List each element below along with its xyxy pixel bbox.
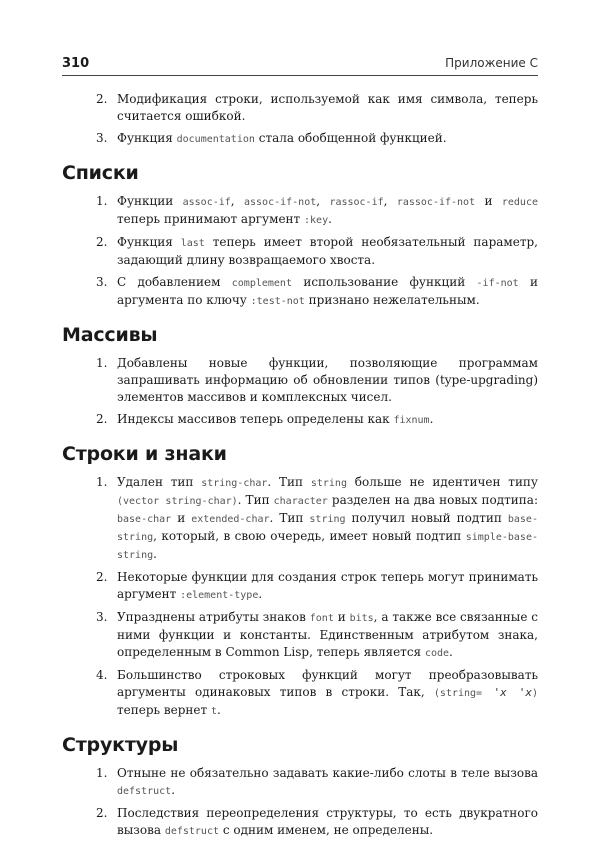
list-item: 2. Функция last теперь имеет второй необязательный параметр, задающий длину возвращаемого хвоста. (96, 235, 538, 267)
section-heading-structures: Структуры (62, 734, 179, 756)
list-item: 2. Индексы массивов теперь определены как fixnum. (96, 412, 434, 426)
arrays-list (62, 355, 538, 429)
page-content (62, 91, 538, 845)
list-item: 4. Большинство строковых функций могут преобразовывать аргументы одинаковых типов в строки. Так, (string= 'x 'x) теперь вернет t. (96, 668, 538, 717)
structures-list (62, 765, 538, 840)
list-item: 1. Добавлены новые функции, позволяющие программам запрашивать информацию об обновлении типов (type-upgrading) элементов массивов и комплексных чисел. (96, 356, 538, 404)
list-item: 2. Последствия переопределения структуры, то есть двукратного вызова defstruct с одним именем, не определены. (96, 806, 538, 837)
list-item: 1. Функции assoc-if, assoc-if-not, rassoc-if, rassoc-if-not и reduce теперь принимают аргумент :key. (96, 194, 538, 226)
running-title: Приложение С (445, 56, 538, 70)
lists-list (62, 193, 538, 310)
list-item: 3. С добавлением complement использование функций -if-not и аргумента по ключу :test-not признано нежелательным. (96, 275, 539, 307)
list-item: 3. Функция documentation стала обобщенной функцией. (96, 131, 447, 145)
list-item: 1. Удален тип string-char. Тип string больше не идентичен типу (vector string-char). Тип character разделен на два новых подтипа: base-char и extended-char. Тип string получил новый подтип base-string, который, в свою очередь, имеет новый подтип simple-base-string. (96, 475, 538, 561)
header-rule (62, 75, 538, 76)
intro-list (62, 91, 538, 148)
section-heading-strings: Строки и знаки (62, 443, 227, 465)
list-item: 3. Упразднены атрибуты знаков font и bits, а также все связанные с ними функции и константы. Единственным атрибутом знака, определенным в Common Lisp, теперь является code. (96, 610, 538, 659)
section-heading-lists: Списки (62, 162, 139, 184)
section-heading-arrays: Массивы (62, 324, 158, 346)
page-header (62, 56, 538, 74)
strings-list (62, 474, 538, 720)
list-item: 2. Некоторые функции для создания строк теперь могут принимать аргумент :element-type. (96, 570, 538, 601)
list-item: 1. Отныне не обязательно задавать какие-либо слоты в теле вызова defstruct. (96, 766, 538, 797)
page-number: 310 (62, 56, 90, 71)
list-item: 2. Модификация строки, используемой как имя символа, теперь считается ошибкой. (96, 92, 538, 123)
